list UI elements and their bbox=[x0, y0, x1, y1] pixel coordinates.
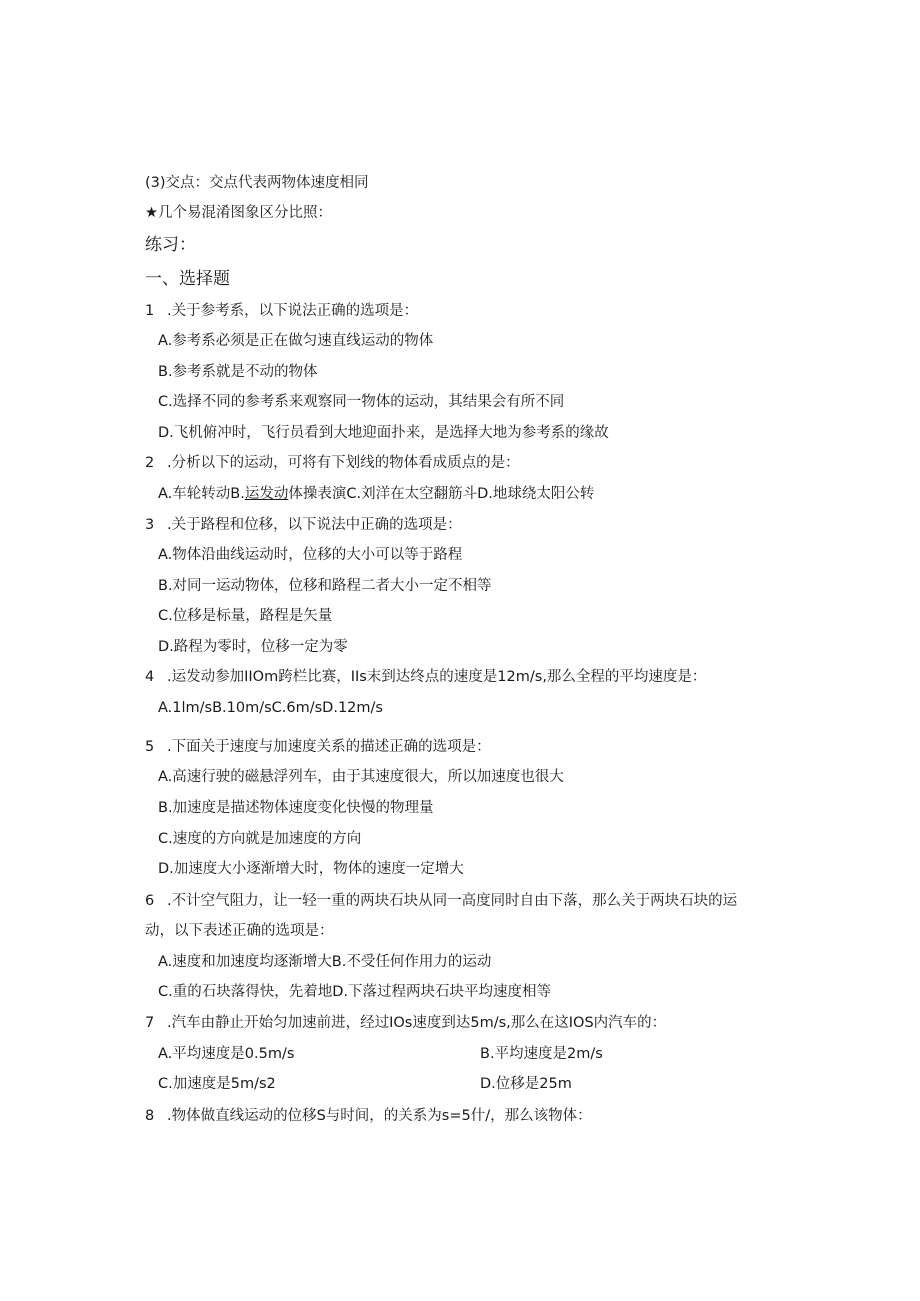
question-stem: .下面关于速度与加速度关系的描述正确的选项是： bbox=[167, 739, 491, 755]
question-number: 2 bbox=[145, 455, 155, 471]
question-number: 4 bbox=[145, 669, 155, 685]
option: B.平均速度是2m∕s bbox=[480, 1046, 603, 1062]
options-line: A.1lm∕sB.10m∕sC.6m∕sD.12m∕s bbox=[158, 700, 383, 716]
question-stem: .汽车由静止开始匀加速前进，经过IOs速度到达5m∕s,那么在这IOS内汽车的： bbox=[167, 1015, 667, 1031]
question-number: 7 bbox=[145, 1015, 155, 1031]
option: D.加速度大小逐渐增大时，物体的速度一定增大 bbox=[158, 861, 464, 877]
option: D.位移是25m bbox=[480, 1076, 572, 1092]
question-stem-continued: 动，以下表述正确的选项是： bbox=[145, 923, 334, 939]
question-number: 8 bbox=[145, 1108, 155, 1124]
option: C.加速度是5m∕s2 bbox=[158, 1076, 276, 1092]
option: A.参考系必须是正在做匀速直线运动的物体 bbox=[158, 333, 434, 349]
comparison-note: ★几个易混淆图象区分比照： bbox=[145, 205, 332, 221]
options-line bbox=[158, 484, 594, 504]
option: A.平均速度是0.5m∕s bbox=[158, 1046, 295, 1062]
option: B.加速度是描述物体速度变化快慢的物理量 bbox=[158, 800, 434, 816]
options-rest: 体操表演C.刘洋在太空翻筋斗D.地球绕太阳公转 bbox=[288, 486, 595, 502]
underlined-subject: 运发动 bbox=[244, 486, 289, 502]
question-number: 1 bbox=[145, 303, 155, 319]
question-stem: .不计空气阻力，让一轻一重的两块石块从同一高度同时自由下落，那么关于两块石块的运 bbox=[167, 893, 738, 909]
part-title: 一、选择题 bbox=[145, 269, 230, 289]
option: D.路程为零时，位移一定为零 bbox=[158, 639, 348, 655]
question-stem: .关于路程和位移，以下说法中正确的选项是： bbox=[167, 517, 462, 533]
option: D.飞机俯冲时，飞行员看到大地迎面扑来，是选择大地为参考系的缘故 bbox=[158, 425, 609, 441]
option: A.速度和加速度均逐渐增大B.不受任何作用力的运动 bbox=[158, 954, 492, 970]
question-number: 5 bbox=[145, 739, 155, 755]
question-stem: .关于参考系，以下说法正确的选项是： bbox=[167, 303, 419, 319]
option: C.速度的方向就是加速度的方向 bbox=[158, 831, 362, 847]
option: C.选择不同的参考系来观察同一物体的运动，其结果会有所不同 bbox=[158, 394, 565, 410]
option: C.位移是标量，路程是矢量 bbox=[158, 608, 333, 624]
intersection-note: (3)交点：交点代表两物体速度相同 bbox=[145, 175, 369, 191]
option: B.对同一运动物体，位移和路程二者大小一定不相等 bbox=[158, 578, 492, 594]
question-number: 6 bbox=[145, 893, 155, 909]
option: B.参考系就是不动的物体 bbox=[158, 364, 318, 380]
question-stem: .运发动参加IIOm跨栏比赛，IIs末到达终点的速度是12m∕s,那么全程的平均速度是： bbox=[167, 669, 707, 685]
option: C.重的石块落得快，先着地D.下落过程两块石块平均速度相等 bbox=[158, 984, 552, 1000]
question-number: 3 bbox=[145, 517, 155, 533]
question-stem: .物体做直线运动的位移S与时间，的关系为s=5什/，那么该物体： bbox=[167, 1108, 592, 1124]
option: A.物体沿曲线运动时，位移的大小可以等于路程 bbox=[158, 547, 463, 563]
option: A.高速行驶的磁悬浮列车，由于其速度很大，所以加速度也很大 bbox=[158, 769, 564, 785]
option-a-b-prefix: A.车轮转动B. bbox=[158, 486, 245, 502]
section-title: 练习： bbox=[145, 235, 196, 255]
question-stem: .分析以下的运动，可将有下划线的物体看成质点的是： bbox=[167, 455, 520, 471]
